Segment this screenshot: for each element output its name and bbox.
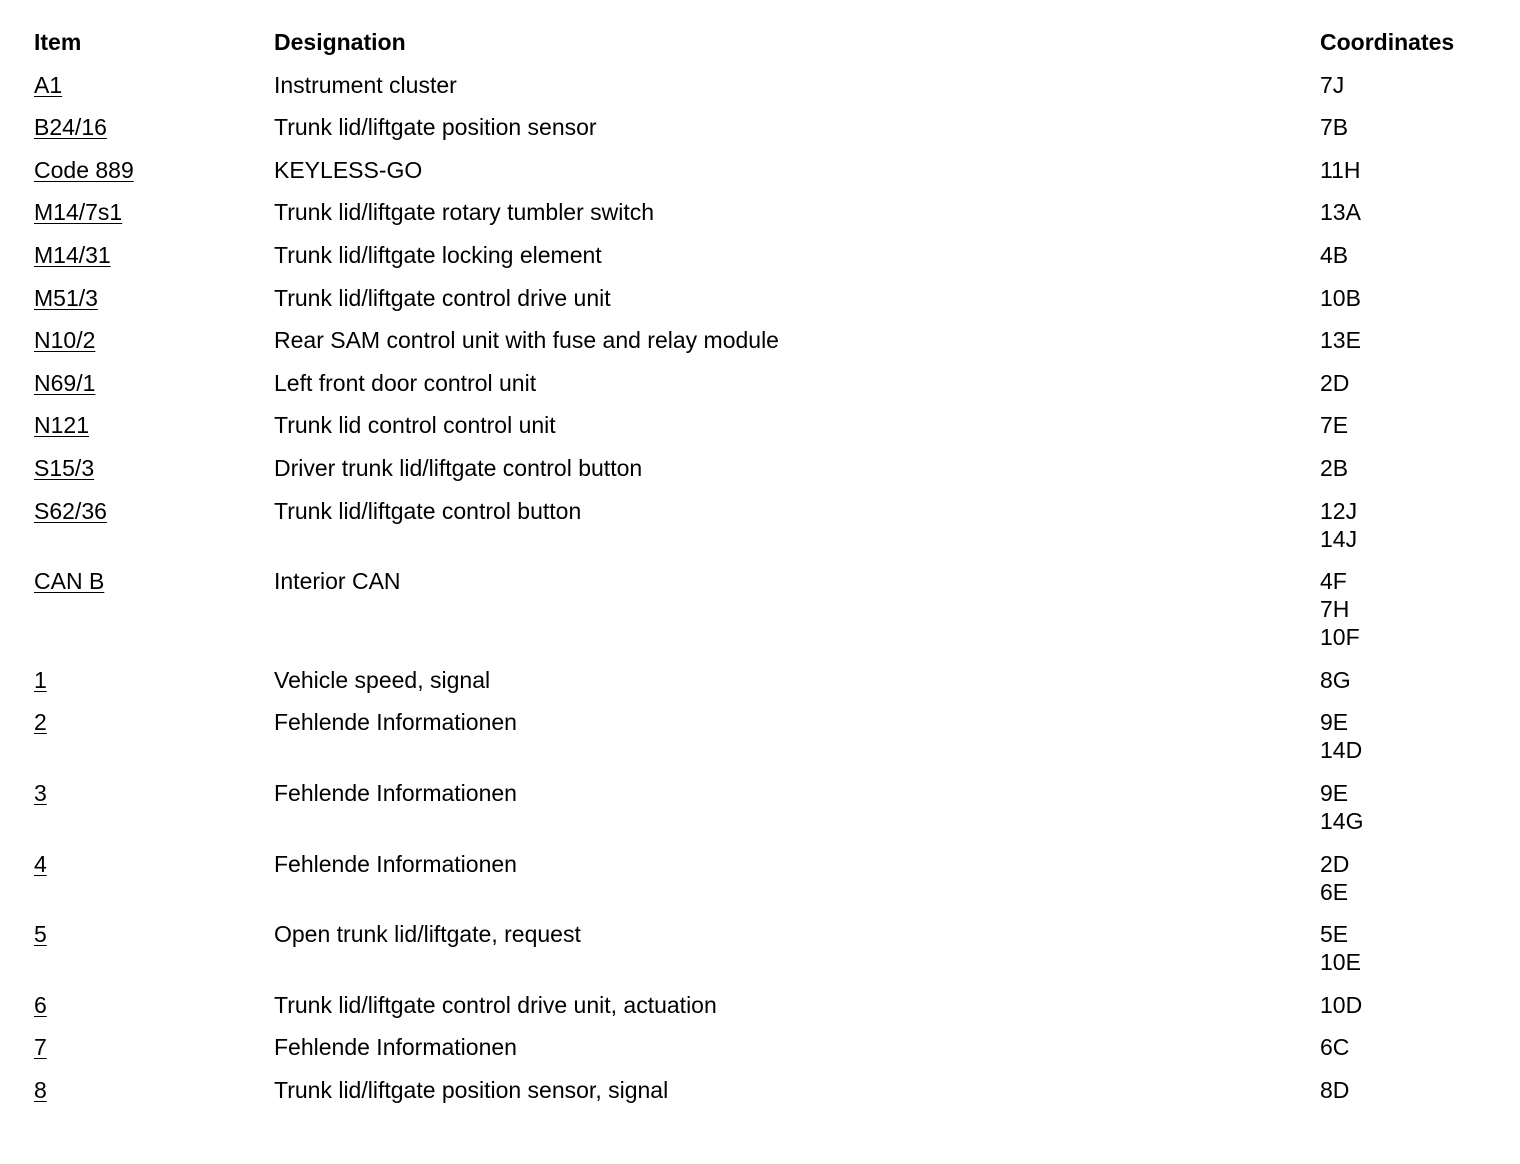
designation-cell: Trunk lid/liftgate position sensor [274, 114, 597, 141]
table-row [34, 1076, 1494, 1104]
designation-cell: Fehlende Informationen [274, 779, 517, 806]
coordinates-cell [1320, 567, 1494, 651]
item-link[interactable]: 5 [34, 921, 47, 948]
coordinates-cell [1320, 850, 1494, 906]
item-cell [34, 454, 274, 482]
table-row [34, 113, 1494, 141]
coordinate-value: 7J [1320, 71, 1345, 98]
table-row [34, 411, 1494, 439]
item-link[interactable]: Code 889 [34, 156, 134, 183]
coordinate-value: 12J [1320, 497, 1358, 524]
item-link[interactable]: S62/36 [34, 497, 107, 524]
designation-cell: Left front door control unit [274, 369, 537, 396]
designation-cell: Interior CAN [274, 568, 401, 595]
item-cell [34, 991, 274, 1019]
item-cell [34, 567, 274, 651]
coordinates-cell [1320, 241, 1494, 269]
item-link[interactable]: S15/3 [34, 454, 95, 481]
item-cell [34, 497, 274, 553]
coordinate-value: 4B [1320, 241, 1349, 268]
item-link[interactable]: 6 [34, 991, 47, 1018]
component-legend-table [34, 28, 1494, 1118]
coordinate-value: 6C [1320, 1034, 1350, 1061]
coordinates-cell [1320, 198, 1494, 226]
item-cell [34, 284, 274, 312]
designation-cell: Trunk lid/liftgate control drive unit, actuation [274, 991, 717, 1018]
table-row [34, 71, 1494, 99]
designation-cell: Fehlende Informationen [274, 850, 517, 877]
designation-cell: Trunk lid/liftgate control button [274, 497, 582, 524]
coordinates-cell [1320, 1076, 1494, 1104]
table-row [34, 850, 1494, 906]
item-link[interactable]: N121 [34, 412, 89, 439]
designation-cell: Rear SAM control unit with fuse and relay module [274, 327, 779, 354]
coordinate-value: 8G [1320, 666, 1351, 693]
item-link[interactable]: 3 [34, 779, 47, 806]
item-link[interactable]: B24/16 [34, 114, 107, 141]
coordinates-cell [1320, 113, 1494, 141]
coordinate-value: 7B [1320, 114, 1349, 141]
coordinate-value: 10F [1320, 624, 1360, 651]
table-row [34, 920, 1494, 976]
table-row [34, 241, 1494, 269]
designation-cell: Trunk lid control control unit [274, 412, 556, 439]
designation-cell: Vehicle speed, signal [274, 666, 491, 693]
coordinate-value: 2D [1320, 850, 1350, 877]
table-row [34, 284, 1494, 312]
coordinates-cell [1320, 1033, 1494, 1061]
table-row [34, 497, 1494, 553]
coordinates-cell [1320, 920, 1494, 976]
coordinate-value: 9E [1320, 779, 1349, 806]
table-row [34, 156, 1494, 184]
coordinate-value: 4F [1320, 568, 1347, 595]
coordinate-value: 11H [1320, 156, 1361, 183]
item-link[interactable]: 7 [34, 1034, 47, 1061]
table-row [34, 567, 1494, 651]
table-body [34, 71, 1494, 1104]
designation-cell: Trunk lid/liftgate locking element [274, 241, 602, 268]
item-cell [34, 241, 274, 269]
coordinate-value: 2D [1320, 369, 1350, 396]
item-link[interactable]: M51/3 [34, 284, 98, 311]
coordinates-cell [1320, 284, 1494, 312]
coordinates-cell [1320, 454, 1494, 482]
designation-cell: KEYLESS-GO [274, 156, 423, 183]
header-designation: Designation [274, 29, 406, 55]
coordinate-value: 7H [1320, 596, 1350, 623]
designation-cell: Fehlende Informationen [274, 709, 517, 736]
table-row [34, 708, 1494, 764]
table-row [34, 1033, 1494, 1061]
item-cell [34, 920, 274, 976]
item-link[interactable]: 1 [34, 666, 47, 693]
item-cell [34, 411, 274, 439]
item-cell [34, 198, 274, 226]
table-row [34, 779, 1494, 835]
coordinate-value: 10B [1320, 284, 1361, 311]
item-link[interactable]: 4 [34, 850, 47, 877]
item-cell [34, 1033, 274, 1061]
coordinate-value: 14G [1320, 807, 1364, 834]
designation-cell: Trunk lid/liftgate control drive unit [274, 284, 611, 311]
designation-cell: Open trunk lid/liftgate, request [274, 921, 581, 948]
item-cell [34, 369, 274, 397]
table-row [34, 991, 1494, 1019]
table-row [34, 369, 1494, 397]
designation-cell: Driver trunk lid/liftgate control button [274, 454, 643, 481]
coordinate-value: 14D [1320, 737, 1363, 764]
table-row [34, 326, 1494, 354]
coordinate-value: 2B [1320, 454, 1349, 481]
coordinates-cell [1320, 369, 1494, 397]
header-item: Item [34, 29, 82, 55]
coordinate-value: 10E [1320, 949, 1361, 976]
item-cell [34, 1076, 274, 1104]
designation-cell: Fehlende Informationen [274, 1034, 517, 1061]
designation-cell: Trunk lid/liftgate rotary tumbler switch [274, 199, 655, 226]
item-cell [34, 708, 274, 764]
table-row [34, 666, 1494, 694]
item-cell [34, 156, 274, 184]
coordinates-cell [1320, 326, 1494, 354]
item-link[interactable]: 2 [34, 709, 47, 736]
coordinate-value: 14J [1320, 525, 1358, 552]
coordinates-cell [1320, 497, 1494, 553]
coordinates-cell [1320, 156, 1494, 184]
coordinates-cell [1320, 411, 1494, 439]
table-row [34, 454, 1494, 482]
designation-cell: Instrument cluster [274, 71, 457, 98]
coordinate-value: 8D [1320, 1076, 1350, 1103]
coordinate-value: 10D [1320, 991, 1363, 1018]
item-cell [34, 326, 274, 354]
item-cell [34, 71, 274, 99]
item-link[interactable]: A1 [34, 71, 63, 98]
designation-cell: Trunk lid/liftgate position sensor, signal [274, 1076, 669, 1103]
coordinate-value: 13E [1320, 327, 1361, 354]
coordinates-cell [1320, 666, 1494, 694]
item-link[interactable]: N69/1 [34, 369, 96, 396]
item-link[interactable]: 8 [34, 1076, 47, 1103]
table-header-row [34, 28, 1494, 56]
item-cell [34, 666, 274, 694]
coordinate-value: 5E [1320, 921, 1349, 948]
item-link[interactable]: M14/7s1 [34, 199, 123, 226]
header-coordinates: Coordinates [1320, 29, 1455, 55]
item-link[interactable]: M14/31 [34, 241, 111, 268]
item-cell [34, 113, 274, 141]
coordinates-cell [1320, 991, 1494, 1019]
coordinates-cell [1320, 779, 1494, 835]
item-cell [34, 850, 274, 906]
coordinate-value: 13A [1320, 199, 1361, 226]
coordinates-cell [1320, 71, 1494, 99]
coordinate-value: 7E [1320, 412, 1349, 439]
table-row [34, 198, 1494, 226]
item-link[interactable]: CAN B [34, 568, 105, 595]
coordinate-value: 6E [1320, 878, 1349, 905]
coordinates-cell [1320, 708, 1494, 764]
coordinate-value: 9E [1320, 709, 1349, 736]
item-cell [34, 779, 274, 835]
item-link[interactable]: N10/2 [34, 327, 96, 354]
